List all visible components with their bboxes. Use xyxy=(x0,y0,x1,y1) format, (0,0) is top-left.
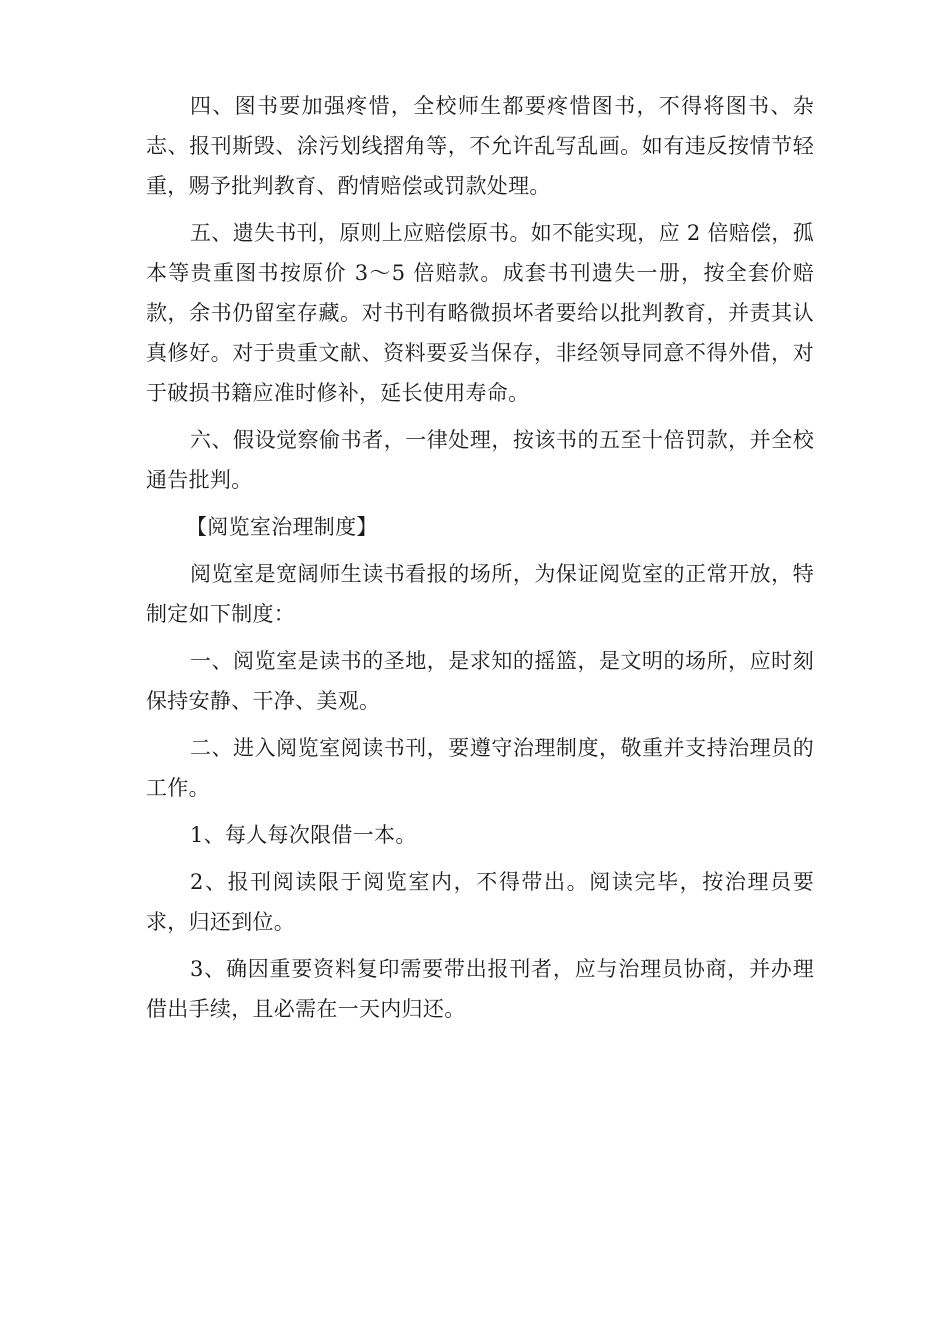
paragraph-reading-rule-2: 二、进入阅览室阅读书刊，要遵守治理制度，敬重并支持治理员的工作。 xyxy=(146,736,814,800)
paragraph-rule-4: 四、图书要加强疼惜，全校师生都要疼惜图书，不得将图书、杂志、报刊斯毁、涂污划线摺角等，不允许乱写乱画。如有违反按情节轻重，赐予批判教育、酌情赔偿或罚款处理。 xyxy=(146,94,814,198)
document-body xyxy=(146,86,814,1036)
paragraph-rule-5: 五、遗失书刊，原则上应赔偿原书。如不能实现，应 2 倍赔偿，孤本等贵重图书按原价 3～5 倍赔款。成套书刊遗失一册，按全套价赔款，余书仍留室存藏。对书刊有略微损坏者要给以批判教育，并责其认真修好。对于贵重文献、资料要妥当保存，非经领导同意不得外借，对于破损书籍应准时修补，延长使用寿命。 xyxy=(146,221,815,405)
paragraph-item-2: 2、报刊阅读限于阅览室内，不得带出。阅读完毕，按治理员要求，归还到位。 xyxy=(146,870,814,934)
paragraph-reading-rule-1: 一、阅览室是读书的圣地，是求知的摇篮，是文明的场所，应时刻保持安静、干净、美观。 xyxy=(146,649,814,713)
paragraph-item-1: 1、每人每次限借一本。 xyxy=(190,823,417,847)
section-title: 【阅览室治理制度】 xyxy=(186,515,378,539)
paragraph-rule-6: 六、假设觉察偷书者，一律处理，按该书的五至十倍罚款，并全校通告批判。 xyxy=(146,428,814,492)
paragraph-item-3: 3、确因重要资料复印需要带出报刊者，应与治理员协商，并办理借出手续，且必需在一天内归还。 xyxy=(146,957,814,1021)
paragraph-intro: 阅览室是宽阔师生读书看报的场所，为保证阅览室的正常开放，特制定如下制度： xyxy=(146,562,814,626)
